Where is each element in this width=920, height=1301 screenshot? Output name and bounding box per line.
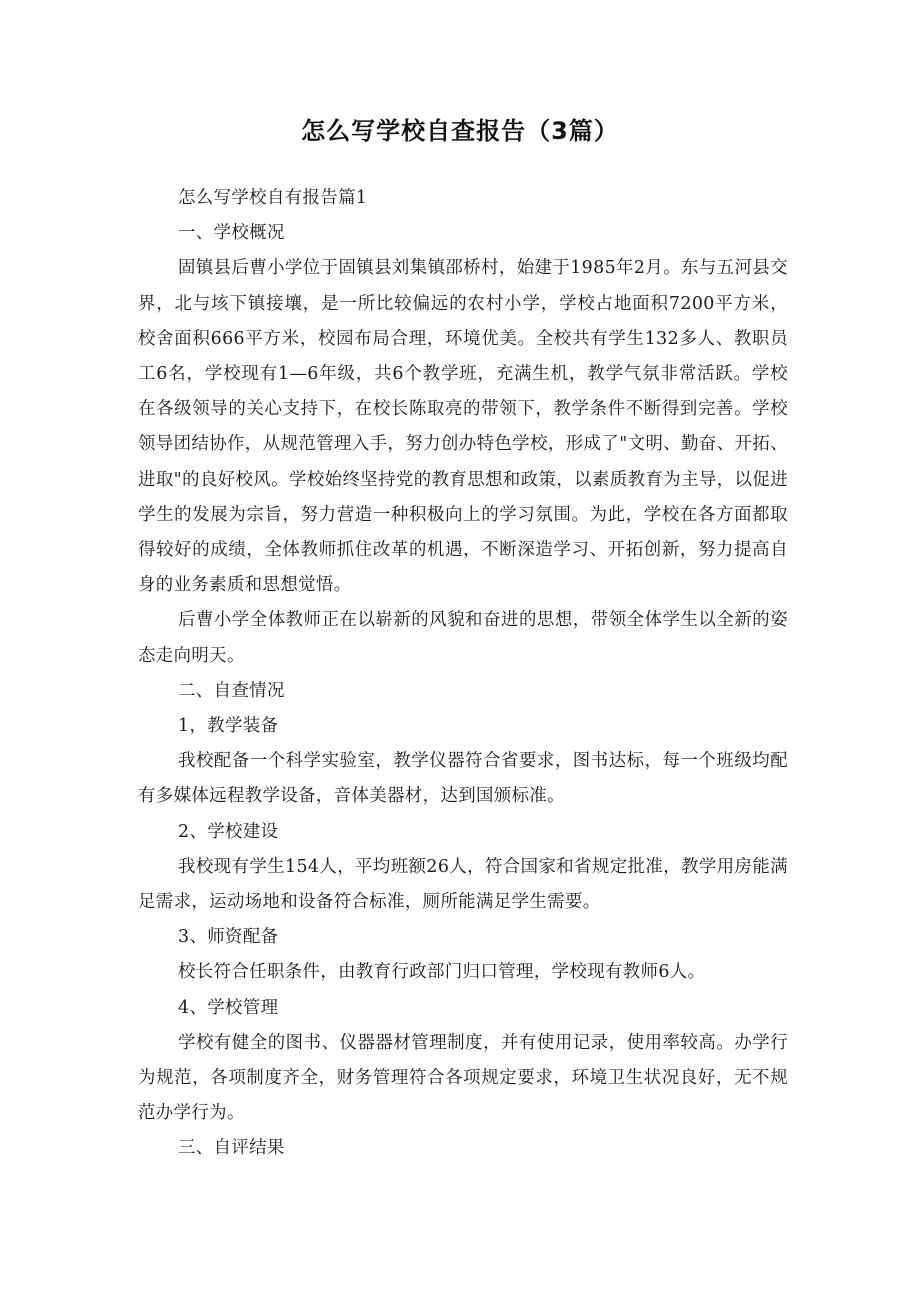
section-heading: 三、自评结果	[178, 1138, 285, 1159]
section-heading: 一、学校概况	[178, 223, 285, 244]
section-heading: 怎么写学校自有报告篇1	[178, 188, 368, 208]
body-paragraph: 学校有健全的图书、仪器器材管理制度，并有使用记录，使用率较高。办学行为规范，各项制度齐全，财务管理符合各项规定要求，环境卫生状况良好，无不规范办学行为。	[138, 1032, 788, 1124]
body-paragraph: 我校现有学生154人，平均班额26人，符合国家和省规定批准，教学用房能满足需求，运动场地和设备符合标准，厕所能满足学生需要。	[138, 856, 788, 913]
subsection-heading: 4、学校管理	[178, 997, 279, 1018]
subsection-heading: 1，教学装备	[178, 716, 279, 737]
body-paragraph: 后曹小学全体教师正在以崭新的风貌和奋进的思想，带领全体学生以全新的姿态走向明天。	[138, 610, 788, 666]
document-body	[138, 181, 788, 1167]
body-paragraph: 我校配备一个科学实验室，教学仪器符合省要求，图书达标，每一个班级均配有多媒体远程教学设备，音体美器材，达到国颁标准。	[138, 751, 788, 807]
subsection-heading: 2、学校建设	[178, 821, 279, 842]
section-heading: 二、自查情况	[178, 680, 285, 701]
document-title: 怎么写学校自查报告（3篇）	[301, 117, 619, 145]
subsection-heading: 3、师资配备	[178, 927, 279, 948]
body-paragraph: 固镇县后曹小学位于固镇县刘集镇邵桥村，始建于1985年2月。东与五河县交界，北与垓下镇接壤，是一所比较偏远的农村小学，学校占地面积7200平方米，校舍面积666平方米，校园布局合理，环境优美。全校共有学生132多人、教职员工6名，学校现有1—6年级，共6个教学班，充满生机，教学气氛非常活跃。学校在各级领导的关心支持下，在校长陈取亮的带领下，教学条件不断得到完善。学校领导团结协作，从规范管理入手，努力创办特色学校，形成了"文明、勤奋、开拓、进取"的良好校风。学校始终坚持党的教育思想和政策，以素质教育为主导，以促进学生的发展为宗旨，努力营造一种积极向上的学习氛围。为此，学校在各方面都取得较好的成绩，全体教师抓住改革的机遇，不断深造学习、开拓创新，努力提高自身的业务素质和思想觉悟。	[138, 258, 788, 596]
body-paragraph: 校长符合任职条件，由教育行政部门归口管理，学校现有教师6人。	[178, 962, 706, 983]
